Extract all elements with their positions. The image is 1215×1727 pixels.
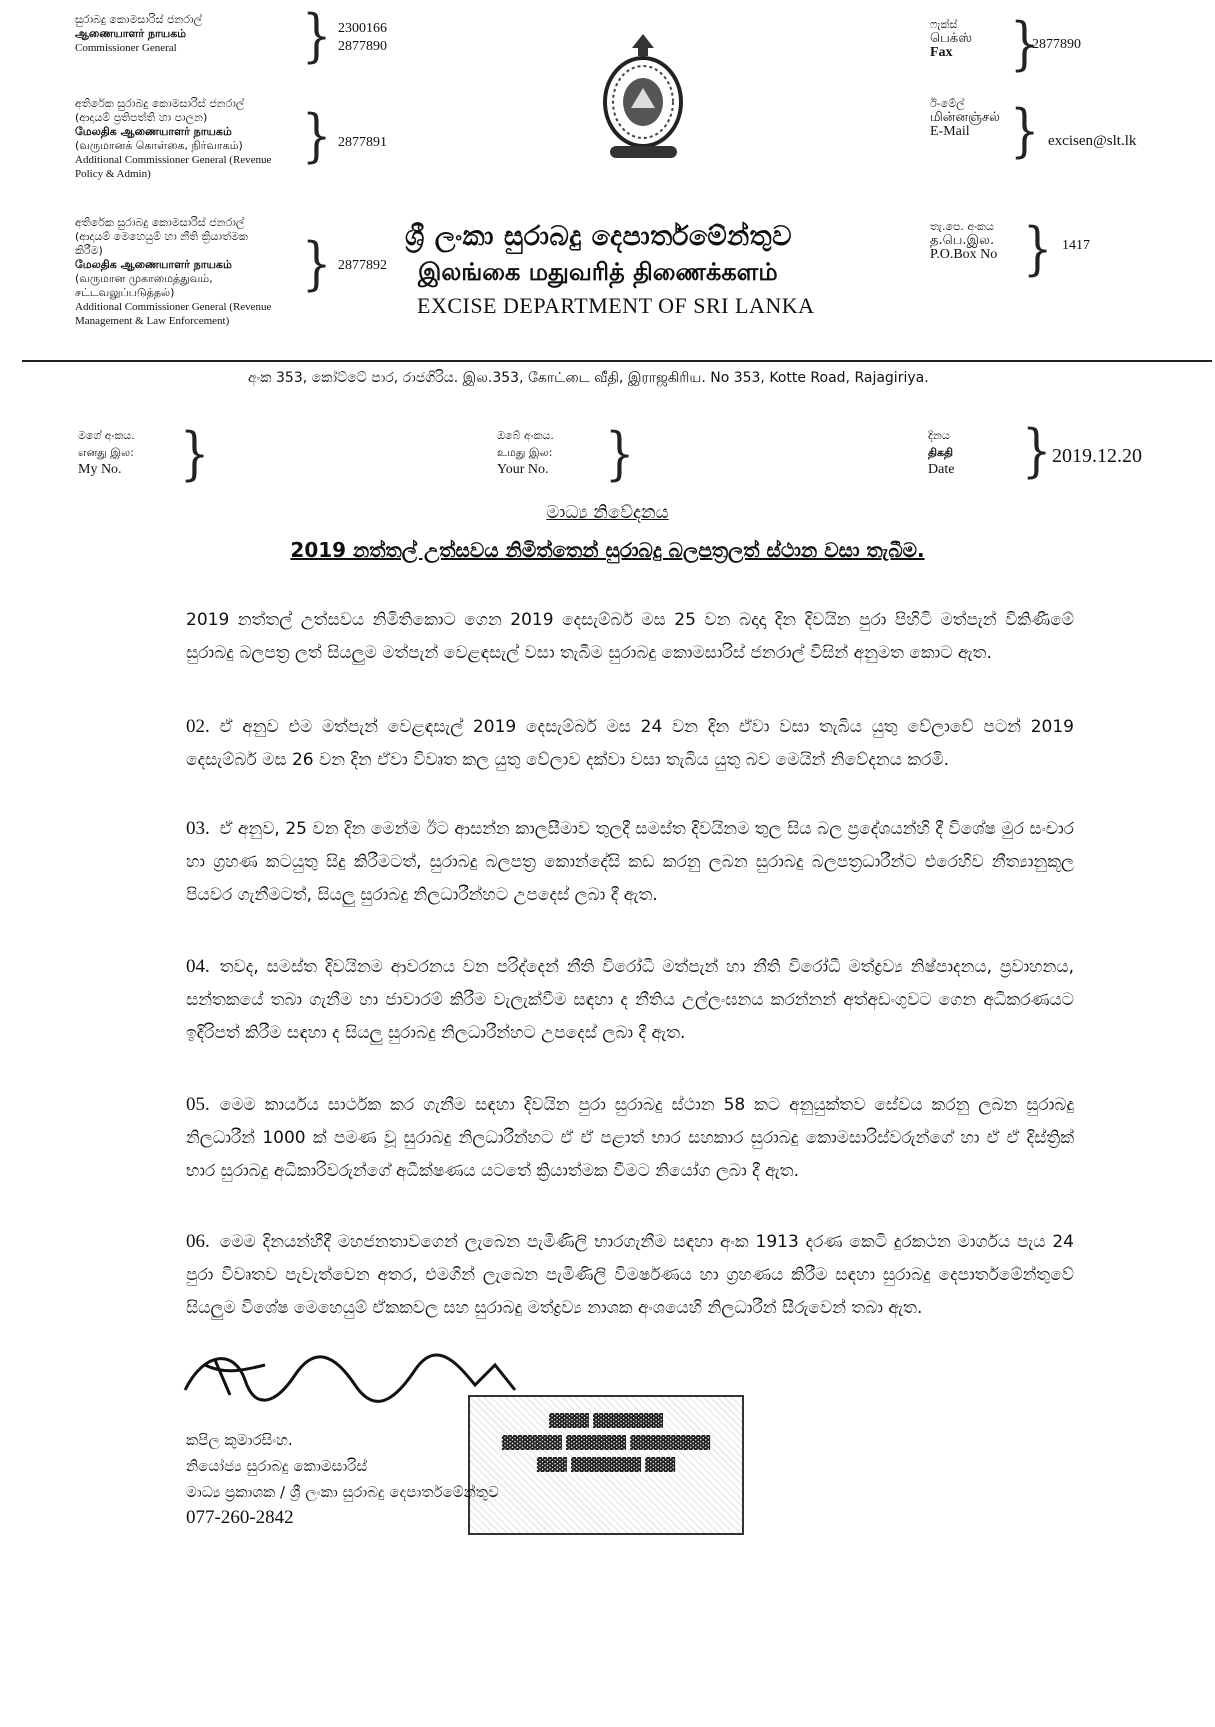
paragraph-number: 03.	[186, 818, 210, 839]
additional-commissioner-revenue-policy-label	[75, 97, 335, 181]
signatory-title: නියෝජ්‍ය සුරාබදු කොමසාරිස්	[186, 1457, 368, 1475]
fax-number: 2877890	[1032, 37, 1081, 52]
sri-lanka-emblem-icon	[596, 30, 691, 170]
label-line: (ආදායම් මෙහෙයුම් හා නීති ක්‍රියාත්මක	[75, 230, 248, 243]
brace: }	[302, 1, 332, 69]
label-line: Management & Law Enforcement)	[75, 315, 230, 327]
department-address: අංක 353, කෝට්ටේ පාර, රාජගිරිය. இல.353, கோட்டை வீதி, இராஜகிரிய. No 353, Kotte Road, Rajagiriya.	[248, 370, 929, 386]
additional-commissioner-law-enforcement-label	[75, 216, 335, 328]
label-line: අතිරේක සුරාබදු කොමසාරිස් ජනරාල්	[75, 97, 245, 110]
brace: }	[1010, 96, 1040, 164]
label-line: எனது இல:	[78, 446, 134, 459]
label-line: மேலதிக ஆணையாளர் நாயகம்	[75, 125, 232, 138]
paragraph-number: 04.	[186, 956, 210, 977]
official-stamp: ▓▓▓▓ ▓▓▓▓▓▓▓ ▓▓▓▓▓▓ ▓▓▓▓▓▓ ▓▓▓▓▓▓▓▓ ▓▓▓ ▓▓▓▓▓▓▓ ▓▓▓	[468, 1395, 744, 1535]
label-line: ඊ-මේල්	[930, 97, 965, 110]
label-line: பெக்ஸ்	[930, 31, 973, 46]
brace: }	[302, 229, 332, 297]
label-line: මගේ අංකය.	[78, 429, 135, 442]
header-divider	[22, 360, 1212, 362]
signatory-role: මාධ්‍ය ප්‍රකාශක / ශ්‍රී ලංකා සුරාබදු දෙපාර්තමේන්තුව	[186, 1483, 499, 1501]
paragraph-number: 02.	[186, 716, 210, 737]
your-no-label	[497, 427, 554, 478]
label-line: மின்னஞ்சல்	[930, 110, 1000, 125]
paragraph-text: 2019 නත්තල් උත්සවය නිමිතිකොට ගෙන 2019 දෙසැම්බර් මස 25 වන බදාදා දින දිවයින පුරා පිහිටි මත්පැන් විකිණීමේ සුරාබදු බලපත්‍ර ලත් සියලුම මත්පැන් වෙළඳසැල් වසා තැබීම සුරාබදු කොමසාරිස් ජනරාල් විසින් අනුමත කොට ඇත.	[186, 610, 1074, 663]
label-line: மேலதிக ஆணையாளர் நாயகம்	[75, 258, 232, 271]
paragraph-6	[186, 1225, 1074, 1325]
commissioner-general-phones	[338, 20, 387, 56]
revenue-policy-phone: 2877891	[338, 135, 387, 150]
label-line: (ආදායම් ප්‍රතිපත්ති හා පාලන)	[75, 111, 208, 124]
date-label	[928, 427, 954, 478]
brace: }	[605, 419, 635, 487]
signatory-name: කපිල කුමාරසිංහ.	[186, 1431, 293, 1449]
letter-date: 2019.12.20	[1052, 445, 1142, 467]
signatory-block	[186, 1427, 499, 1531]
signatory-phone: 077-260-2842	[186, 1507, 294, 1528]
label-line: சட்டவலுப்படுத்தல்)	[75, 286, 175, 299]
label-line: உமது இல:	[497, 446, 553, 459]
label-line: සුරාබදු කොමසාරිස් ජනරාල්	[75, 13, 202, 26]
label-line: ஆணையாளர் நாயகம்	[75, 27, 187, 40]
department-name-sinhala: ශ්‍රී ලංකා සුරාබදු දෙපාර්තමේන්තුව	[405, 221, 792, 252]
label-line: Your No.	[497, 462, 549, 477]
label-line: P.O.Box No	[930, 247, 998, 262]
paragraph-3	[186, 812, 1074, 912]
label-line: த.பெ.இல.	[930, 233, 995, 248]
media-release-subject: 2019 නත්තල් උත්සවය නිමිත්තෙන් සුරාබදු බලපත්‍රලත් ස්ථාන වසා තැබීම.	[290, 538, 925, 562]
paragraph-text: මෙම දිනයන්හීදී මහජනතාවගෙන් ලැබෙන පැමිණිලි භාරගැනීම සඳහා අංක 1913 දරණ කෙටි දුරකථන මාර්ගය පැය 24 පුරා විවෘතව පැවැත්වෙන අතර, එමගින් ලැබෙන පැමිණිලි විමර්ෂණය හා ග්‍රහණය කිරීම සඳහා සුරාබදු දෙපාර්තමේන්තුවේ සියලුම විශේෂ මෙහෙයුම් ඒකකවල සහ සුරාබදු මත්ද්‍රව්‍ය නාශක අංශයෙහි නිලධාරීන් සීරුවෙන් තබා ඇත.	[186, 1232, 1074, 1318]
label-line: Additional Commissioner General (Revenue	[75, 154, 272, 166]
brace: }	[1010, 9, 1040, 77]
label-line: ඔබේ අංකය.	[497, 429, 554, 442]
paragraph-text: ඒ අනුව එම මත්පැන් වෙළඳසැල් 2019 දෙසැම්බර් මස 24 වන දින ඒවා වසා තැබිය යුතු වේලාවේ පටන් 2019 දෙසැම්බර් මස 26 වන දින ඒවා විවෘත කල යුතු වේලාව දක්වා වසා තැබිය යුතු බව මෙයින් නිවේදනය කරමි.	[186, 717, 1074, 770]
brace: }	[180, 419, 210, 487]
label-line: Fax	[930, 45, 953, 60]
pobox-number: 1417	[1062, 238, 1090, 253]
law-enforcement-phone: 2877892	[338, 258, 387, 273]
label-line: (வருமானக் கொள்கை, நிர்வாகம்)	[75, 139, 243, 152]
phone-number: 2300166	[338, 21, 387, 36]
media-release-title: මාධ්‍ය නිවේදනය	[546, 502, 669, 523]
paragraph-text: මෙම කාර්යය සාර්ථක කර ගැනීම සඳහා දිවයින පුරා සුරාබදු ස්ථාන 58 කට අනුයුක්තව සේවය කරනු ලබන සුරාබදු නිලධාරීන් 1000 ක් පමණ වූ සුරාබදු නිලධාරීන්හට ඒ ඒ පළාත් භාර සහකාර සුරාබදු කොමසාරිස්වරුන්ගේ හා ඒ ඒ දිස්ත්‍රික් භාර සුරාබදු අධිකාරිවරුන්ගේ අධීක්ෂණය යටතේ ක්‍රියාත්මක වීමට නියෝග ලබා දී ඇත.	[186, 1095, 1074, 1181]
label-line: ෆැක්ස්	[930, 18, 958, 31]
label-line: My No.	[78, 462, 122, 477]
label-line: දිනය	[928, 429, 950, 442]
label-line: කිරීම)	[75, 244, 103, 257]
email-address: excisen@slt.lk	[1048, 133, 1137, 149]
label-line: திகதி	[928, 446, 954, 459]
label-line: Policy & Admin)	[75, 168, 151, 180]
phone-number: 2877890	[338, 39, 387, 54]
brace: }	[1022, 416, 1052, 484]
department-name-tamil: இலங்கை மதுவரித் திணைக்களம்	[418, 258, 778, 286]
paragraph-5	[186, 1088, 1074, 1188]
brace: }	[302, 101, 332, 169]
label-line: Commissioner General	[75, 42, 177, 54]
commissioner-general-label	[75, 13, 285, 55]
label-line: E-Mail	[930, 124, 970, 139]
label-line: Date	[928, 462, 955, 477]
paragraph-text: තවද, සමස්ත දිවයිනම ආවරනය වන පරිද්දෙන් නීති විරෝධී මත්පැන් හා නීති විරෝධී මත්ද්‍රව්‍ය නිෂ්පාදනය, ප්‍රවාහනය, සන්තකයේ තබා ගැනීම හා ජාවාරම් කිරීම වැලැක්වීම සඳහා ද නීතිය උල්ලංඝනය කරන්නන් අත්අඩංගුවට ගෙන අධිකරණයට ඉදිරිපත් කිරීම සඳහා ද සියලු සුරාබදු නිලධාරීන්හට උපදෙස් ලබා දී ඇත.	[186, 957, 1074, 1043]
paragraph-text: ඒ අනුව, 25 වන දින මෙන්ම ඊට ආසන්න කාලසීමාව තුලදී සමස්ත දිවයිනම තුල සිය බල ප්‍රදේශයන්හි දී විශේෂ මුර සංචාර හා ග්‍රහණ කටයුතු සිදු කිරීමටත්, සුරාබදු බලපත්‍ර කොන්දේසි කඩ කරනු ලබන සුරාබදු බලපත්‍රධාරීන්ට එරෙහිව නීත්‍යානුකූල පියවර ගැනීමටත්, සියලු සුරාබදු නිලධාරීන්හට උපදෙස් ලබා දී ඇත.	[186, 819, 1074, 905]
my-no-label	[78, 427, 135, 478]
label-line: තැ.පෙ. අංකය	[930, 220, 994, 233]
department-name-english: EXCISE DEPARTMENT OF SRI LANKA	[417, 293, 815, 318]
label-line: Additional Commissioner General (Revenue	[75, 301, 272, 313]
paragraph-number: 06.	[186, 1231, 210, 1252]
brace: }	[1023, 214, 1053, 282]
paragraph-1	[186, 604, 1074, 670]
paragraph-number: 05.	[186, 1094, 210, 1115]
label-line: (வருமான முகாமைத்துவம்,	[75, 272, 213, 285]
label-line: අතිරේක සුරාබදු කොමසාරිස් ජනරාල්	[75, 216, 245, 229]
paragraph-2	[186, 710, 1074, 777]
paragraph-4	[186, 950, 1074, 1050]
